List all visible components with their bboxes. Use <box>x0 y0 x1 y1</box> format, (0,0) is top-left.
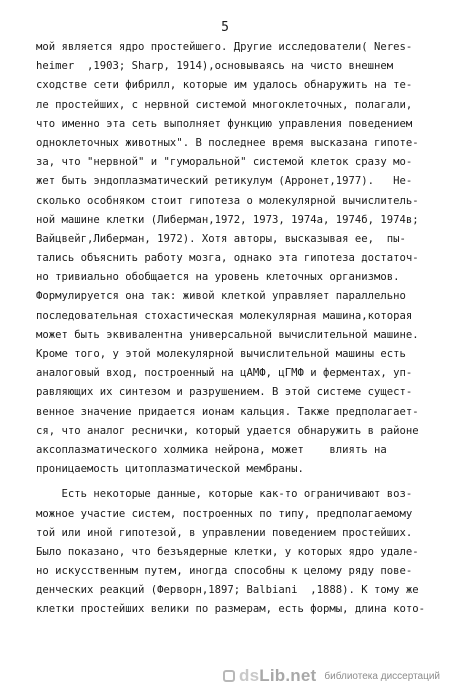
text-line-24: Есть некоторые данные, которые как-то ограничивают воз- <box>36 488 413 501</box>
watermark-logo <box>223 666 440 686</box>
text-line-17: Кроме того, у этой молекулярной вычислительной машины есть <box>36 348 406 360</box>
text-line-14: Формулируется она так: живой клеткой управляет параллельно <box>36 290 406 303</box>
text-line-9: сколько особняком стоит гипотеза о молекулярной вычислитель- <box>36 194 419 207</box>
text-line-29: денческих реакций (Ферворн,1897; Balbiani ,1888). К тому же <box>36 584 419 597</box>
text-line-1: мой является ядро простейшего. Другие исследователи( Neres- <box>36 41 413 53</box>
text-line-10: ной машине клетки (Либерман,1972, 1973, 1974а, 1974б, 1974в; <box>36 213 419 226</box>
text-line-18: аналоговый вход, построенный на цАМФ, цГМФ и ферментах, уп- <box>36 367 413 380</box>
text-line-19: равляющих их синтезом и разрушением. В этой системе сущест- <box>36 386 413 399</box>
logo-square-icon <box>223 670 235 682</box>
text-line-30: клетки простейших велики по размерам, есть формы, длина кото- <box>36 603 426 616</box>
text-line-12: тались объяснить работу мозга, однако эта гипотеза достаточ- <box>36 252 419 265</box>
text-line-27: Было показано, что безъядерные клетки, у которых ядро удале- <box>36 545 419 558</box>
page-number: 5 <box>221 20 229 35</box>
text-line-26: той или иной гипотезой, в управлении поведением простейших. <box>36 526 413 539</box>
text-line-25: можное участие систем, построенных по типу, предполагаемому <box>36 507 413 520</box>
text-line-5: что именно эта сеть выполняет функцию управления поведением <box>36 117 413 130</box>
text-line-11: Вайцвейг,Либерман, 1972). Хотя авторы, высказывая ее, пы- <box>36 232 406 245</box>
text-line-21: ся, что аналог реснички, который удается обнаружить в районе <box>36 424 419 437</box>
text-line-28: но искусственным путем, иногда способны к целому ряду пове- <box>36 565 413 578</box>
text-line-7: за, что "нервной" и "гуморальной" системой клеток сразу мо- <box>36 156 413 169</box>
text-line-8: жет быть эндоплазматический ретикулум (Арронет,1977). Не- <box>36 175 413 188</box>
text-line-13: но тривиально обобщается на уровень клеточных организмов. <box>36 271 400 284</box>
body-text <box>36 38 432 620</box>
text-line-23: проницаемость цитоплазматической мембраны. <box>36 463 304 476</box>
text-line-15: последовательная стохастическая молекулярная машина,которая <box>36 309 413 322</box>
watermark-subtitle: библиотека диссертаций <box>324 670 440 682</box>
text-line-22: аксоплазматического холмика нейрона, может влиять на <box>36 443 387 456</box>
text-line-4: ле простейших, с нервной системой многоклеточных, полагали, <box>36 98 413 111</box>
text-line-20: венное значение придается ионам кальция. Также предполагает- <box>36 405 419 418</box>
text-line-3: сходстве сети фибрилл, которые им удалось обнаружить на те- <box>36 79 413 92</box>
watermark-brand: dsLib.net <box>239 666 317 685</box>
text-line-16: может быть эквивалентна универсальной вычислительной машине. <box>36 328 419 341</box>
text-line-6: одноклеточных животных". В последнее время высказана гипоте- <box>36 136 419 149</box>
text-line-2: heimer ,1903; Sharp, 1914),основываясь на чисто внешнем <box>36 60 394 73</box>
